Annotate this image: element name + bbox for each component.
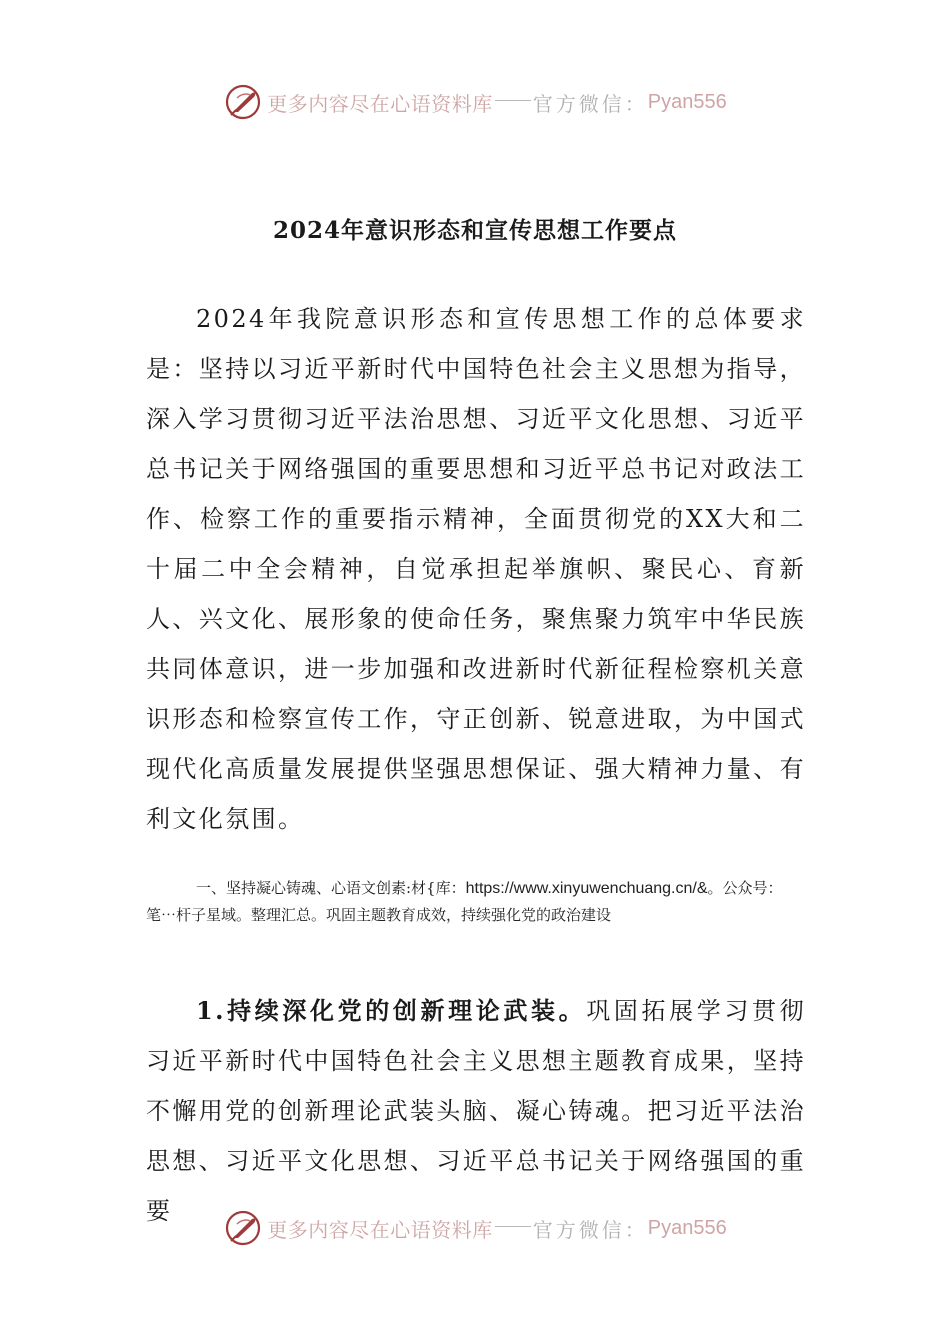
banner-main-text: 更多内容尽在心语资料库 xyxy=(267,91,493,116)
note-suffix: 。公众号：笔⋯杆子星域。整理汇总。巩固主题教育成效，持续强化党的政治建设 xyxy=(146,879,783,924)
banner-official-label: 官方微信： xyxy=(532,1217,648,1242)
quill-logo-icon xyxy=(223,1208,263,1248)
banner-dash xyxy=(495,1226,531,1227)
footer-watermark-banner xyxy=(0,1206,950,1250)
banner-official-label: 官方微信： xyxy=(532,91,648,116)
banner-main-text: 更多内容尽在心语资料库 xyxy=(267,1217,493,1242)
banner-dash xyxy=(495,100,531,101)
note-prefix: 一、坚持凝心铸魂、心语文创素:材{库： xyxy=(196,879,466,897)
document-title: 2024年意识形态和宣传思想工作要点 xyxy=(272,217,677,244)
banner-wechat-id: Pyan556 xyxy=(647,1216,727,1239)
note-url: https://www.xinyuwenchuang.cn/& xyxy=(465,880,708,897)
section-heading-note xyxy=(146,875,808,928)
quill-logo-icon xyxy=(223,82,263,122)
banner-wechat-id: Pyan556 xyxy=(647,90,727,113)
header-watermark-banner xyxy=(0,80,950,124)
item-1-lead: 1.持续深化党的创新理论武装。 xyxy=(196,996,587,1025)
item-1-paragraph xyxy=(146,986,806,1236)
item-1-body: 巩固拓展学习贯彻习近平新时代中国特色社会主义思想主题教育成果，坚持不懈用党的创新理论武装头脑、凝心铸魂。把习近平法治思想、习近平文化思想、习近平总书记关于网络强国的重要 xyxy=(146,997,806,1225)
intro-paragraph: 2024年我院意识形态和宣传思想工作的总体要求是：坚持以习近平新时代中国特色社会主义思想为指导，深入学习贯彻习近平法治思想、习近平文化思想、习近平总书记关于网络强国的重要思想和习近平总书记对政法工作、检察工作的重要指示精神，全面贯彻党的XX大和二十届二中全会精神，自觉承担起举旗帜、聚民心、育新人、兴文化、展形象的使命任务，聚焦聚力筑牢中华民族共同体意识，进一步加强和改进新时代新征程检察机关意识形态和检察宣传工作，守正创新、锐意进取，为中国式现代化高质量发展提供坚强思想保证、强大精神力量、有利文化氛围。 xyxy=(146,305,806,833)
